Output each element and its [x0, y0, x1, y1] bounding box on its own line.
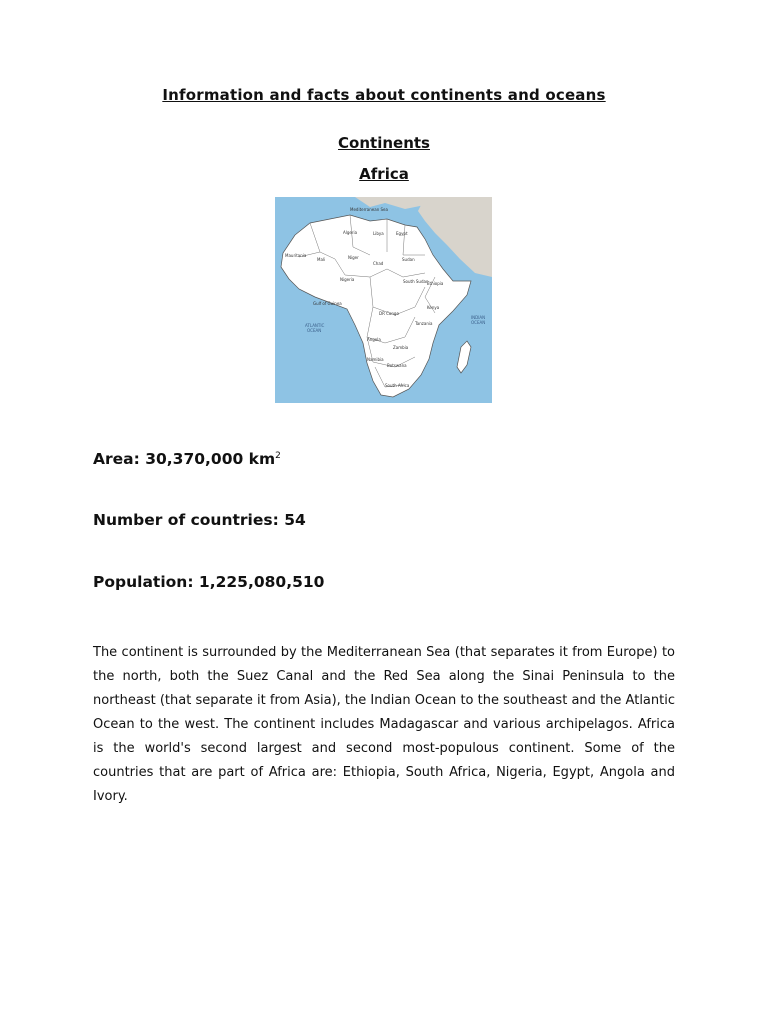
map-label-indian-1: INDIAN	[471, 315, 486, 320]
countries-fact	[93, 511, 306, 529]
population-fact	[93, 573, 324, 591]
map-label-angola: Angola	[367, 337, 381, 342]
map-label-algeria: Algeria	[343, 230, 358, 235]
map-label-chad: Chad	[373, 261, 384, 266]
map-label-nigeria: Nigeria	[340, 277, 355, 282]
map-label-mediterranean: Mediterranean Sea	[350, 207, 388, 212]
map-label-gulf: Gulf of Guinea	[313, 301, 342, 306]
map-label-dr-congo: DR Congo	[379, 311, 399, 316]
map-label-mali: Mali	[317, 257, 326, 262]
map-label-egypt: Egypt	[396, 231, 408, 236]
area-label: Area:	[93, 450, 140, 468]
africa-map	[275, 197, 492, 403]
map-label-sudan: Sudan	[402, 257, 415, 262]
map-label-niger: Niger	[348, 255, 359, 260]
countries-label: Number of countries:	[93, 511, 279, 529]
map-label-kenya: Kenya	[427, 305, 440, 310]
population-value: 1,225,080,510	[198, 573, 325, 591]
map-label-botswana: Botswana	[387, 363, 407, 368]
africa-map-graphic	[275, 197, 492, 403]
map-label-south-sudan: South Sudan	[403, 279, 429, 284]
document-title: Information and facts about continents and oceans	[162, 86, 606, 104]
map-label-atlantic-2: OCEAN	[307, 328, 322, 333]
map-label-indian-2: OCEAN	[471, 320, 486, 325]
map-label-namibia: Namibia	[367, 357, 384, 362]
map-label-ethiopia: Ethiopia	[427, 281, 444, 286]
map-label-mauritania: Mauritania	[285, 253, 307, 258]
description-paragraph: The continent is surrounded by the Mediterranean Sea (that separates it from Europe) to the north, both the Suez Canal and the Red Sea along the Sinai Peninsula to the northeast (that separate it from Asia), the Indian Ocean to the southeast and the Atlantic Ocean to the west. The continent includes Madagascar and various archipelagos. Africa is the world's second largest and second most-populous continent. Some of the countries that are part of Africa are: Ethiopia, South Africa, Nigeria, Egypt, Angola and Ivory.	[93, 645, 675, 804]
map-label-south-africa: South Africa	[385, 383, 410, 388]
map-label-zambia: Zambia	[393, 345, 409, 350]
population-label: Population:	[93, 573, 194, 591]
area-fact	[93, 450, 281, 468]
area-superscript: 2	[275, 450, 281, 461]
map-label-atlantic-1: ATLANTIC	[305, 323, 325, 328]
area-value: 30,370,000 km	[145, 450, 276, 468]
map-label-tanzania: Tanzania	[415, 321, 433, 326]
section-heading: Continents	[338, 134, 430, 152]
countries-value: 54	[284, 511, 306, 529]
map-label-libya: Libya	[373, 231, 384, 236]
subsection-heading: Africa	[359, 165, 409, 183]
